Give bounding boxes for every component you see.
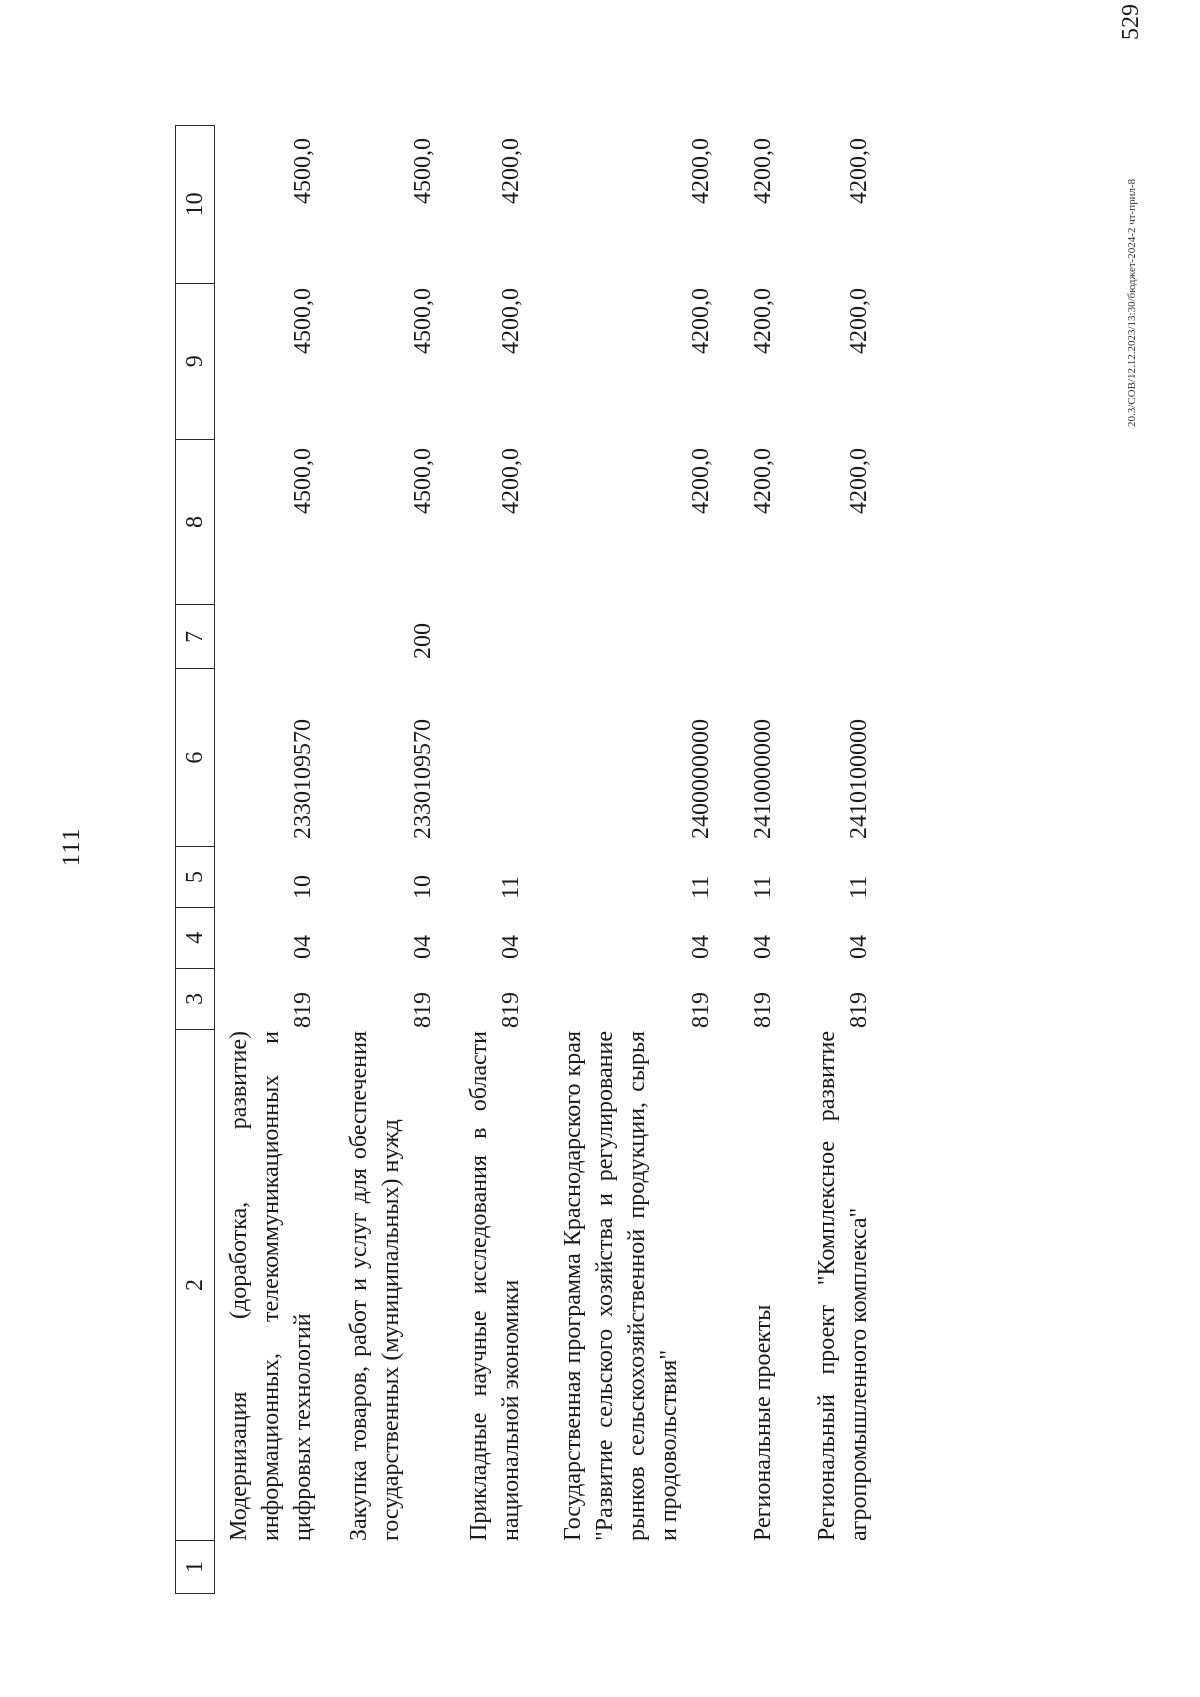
row-ministry: 819 xyxy=(846,992,872,1028)
row-amount-3: 4500,0 xyxy=(290,138,316,204)
header-col-10: 10 xyxy=(181,192,208,217)
row-target-item: 2330109570 xyxy=(410,719,436,839)
table-row xyxy=(343,125,443,1594)
row-section: 04 xyxy=(846,935,872,959)
table-row xyxy=(557,125,727,1594)
row-subsection: 10 xyxy=(410,875,436,899)
row-target-item: 2410000000 xyxy=(750,719,776,839)
table-row xyxy=(747,125,787,1594)
row-section: 04 xyxy=(410,935,436,959)
row-subsection: 11 xyxy=(498,875,524,899)
row-name: Региональный проект "Комплексное развитие агропромышленного комплекса" xyxy=(814,1031,872,1541)
row-amount-1: 4200,0 xyxy=(498,448,524,514)
row-ministry: 819 xyxy=(410,992,436,1028)
header-col-8: 8 xyxy=(176,439,214,605)
row-target-item: 2410100000 xyxy=(846,719,872,839)
table-row xyxy=(223,125,323,1594)
sheet-number: 529 xyxy=(1118,4,1144,40)
header-col-4: 4 xyxy=(176,907,214,968)
header-col-3: 3 xyxy=(176,968,214,1029)
row-amount-3: 4200,0 xyxy=(498,138,524,204)
header-col-9: 9 xyxy=(176,283,214,439)
table-header-row xyxy=(175,125,215,1594)
header-col-5: 5 xyxy=(176,846,214,907)
row-expense-type: 200 xyxy=(410,623,436,659)
row-amount-2: 4200,0 xyxy=(846,288,872,354)
row-amount-1: 4200,0 xyxy=(688,448,714,514)
header-col-2: 2 xyxy=(176,1029,214,1540)
row-amount-3: 4200,0 xyxy=(688,138,714,204)
row-section: 04 xyxy=(688,935,714,959)
row-amount-2: 4200,0 xyxy=(498,288,524,354)
row-amount-2: 4500,0 xyxy=(410,288,436,354)
row-amount-1: 4200,0 xyxy=(846,448,872,514)
row-ministry: 819 xyxy=(750,992,776,1028)
row-amount-3: 4500,0 xyxy=(410,138,436,204)
row-name: Закупка товаров, работ и услуг для обеспечения государственных (муниципальных) нужд xyxy=(346,1031,404,1541)
header-col-1: 1 xyxy=(176,1540,214,1593)
row-section: 04 xyxy=(750,935,776,959)
row-target-item: 2330109570 xyxy=(290,719,316,839)
row-ministry: 819 xyxy=(498,992,524,1028)
row-amount-3: 4200,0 xyxy=(846,138,872,204)
row-subsection: 11 xyxy=(846,875,872,899)
row-amount-1: 4500,0 xyxy=(410,448,436,514)
document-code: 20.3/СОВ/12.12.2023/13:30/бюджет-2024-2 чт-прил-8 xyxy=(1126,178,1138,427)
row-name: Государственная программа Краснодарского края "Развитие сельского хозяйства и регулирование рынков сельскохозяйственной продукции, сырья и продовольствия" xyxy=(560,1031,682,1541)
row-name: Модернизация (доработка, развитие) информационных, телекоммуникационных и цифровых технологий xyxy=(226,1031,316,1541)
table-row xyxy=(811,125,911,1594)
row-section: 04 xyxy=(498,935,524,959)
row-amount-1: 4500,0 xyxy=(290,448,316,514)
row-target-item: 2400000000 xyxy=(688,719,714,839)
row-amount-2: 4200,0 xyxy=(750,288,776,354)
header-col-6: 6 xyxy=(176,668,214,846)
page-number: 111 xyxy=(58,827,85,867)
row-amount-2: 4500,0 xyxy=(290,288,316,354)
header-col-7: 7 xyxy=(176,604,214,668)
row-subsection: 11 xyxy=(750,875,776,899)
row-name: Прикладные научные исследования в области национальной экономики xyxy=(466,1031,524,1541)
row-amount-2: 4200,0 xyxy=(688,288,714,354)
table-row xyxy=(463,125,533,1594)
row-section: 04 xyxy=(290,935,316,959)
row-subsection: 10 xyxy=(290,875,316,899)
row-amount-1: 4200,0 xyxy=(750,448,776,514)
row-subsection: 11 xyxy=(688,875,714,899)
row-ministry: 819 xyxy=(688,992,714,1028)
row-ministry: 819 xyxy=(290,992,316,1028)
row-name: Региональные проекты xyxy=(750,1304,776,1541)
row-amount-3: 4200,0 xyxy=(750,138,776,204)
